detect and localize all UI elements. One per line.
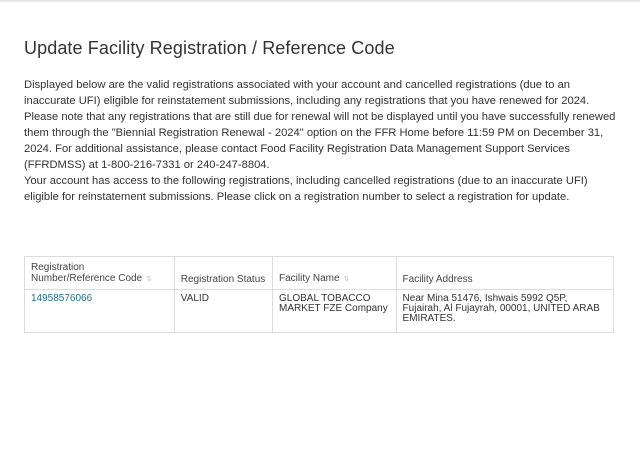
column-header-registration-number[interactable]	[25, 257, 175, 290]
column-header-registration-status[interactable]	[174, 257, 272, 290]
intro-text	[24, 77, 616, 205]
column-header-facility-name[interactable]	[273, 257, 397, 290]
table-header-row	[25, 257, 614, 290]
column-header-label: Facility Name	[279, 273, 340, 284]
intro-paragraph-1: Displayed below are the valid registrations associated with your account and cancelled registrations (due to an inaccurate UFI) eligible for reinstatement submissions, including any registrations that you have renewed for 2024. Please note that any registrations that are still due for renewal will not be displayed until you have successfully renewed them through the "Biennial Registration Renewal - 2024" option on the FFR Home before 11:59 PM on December 31, 2024. For additional assistance, please contact Food Facility Registration Data Management Support Services (FFRDMSS) at 1-800-216-7331 or 240-247-8804.	[24, 79, 616, 171]
column-header-facility-address[interactable]	[396, 257, 613, 290]
cell-registration-status: VALID	[174, 290, 272, 333]
registration-number-link[interactable]: 14958576066	[31, 293, 93, 304]
cell-facility-name: GLOBAL TOBACCO MARKET FZE Company	[273, 290, 397, 333]
column-header-label: Facility Address	[402, 274, 473, 285]
intro-paragraph-2: Your account has access to the following registrations, including cancelled registrations (due to an inaccurate UFI) eligible for reinstatement submissions. Please click on a registration number to select a registration for update.	[24, 175, 588, 203]
sort-icon[interactable]: ⇅	[343, 276, 350, 283]
column-header-label: Registration Number/Reference Code	[31, 262, 143, 284]
main-content	[24, 36, 616, 205]
registrations-table	[24, 256, 614, 333]
cell-registration-number	[25, 290, 175, 333]
table-row	[25, 290, 614, 333]
top-divider	[0, 0, 640, 2]
sort-icon[interactable]: ⇅	[146, 276, 153, 283]
column-header-label: Registration Status	[180, 274, 266, 285]
cell-facility-address: Near Mina 51476, Ishwais 5992 Q5P, Fujairah, Al Fujayrah, 00001, UNITED ARAB EMIRATES.	[396, 290, 613, 333]
page-title: Update Facility Registration / Reference Code	[24, 38, 395, 58]
